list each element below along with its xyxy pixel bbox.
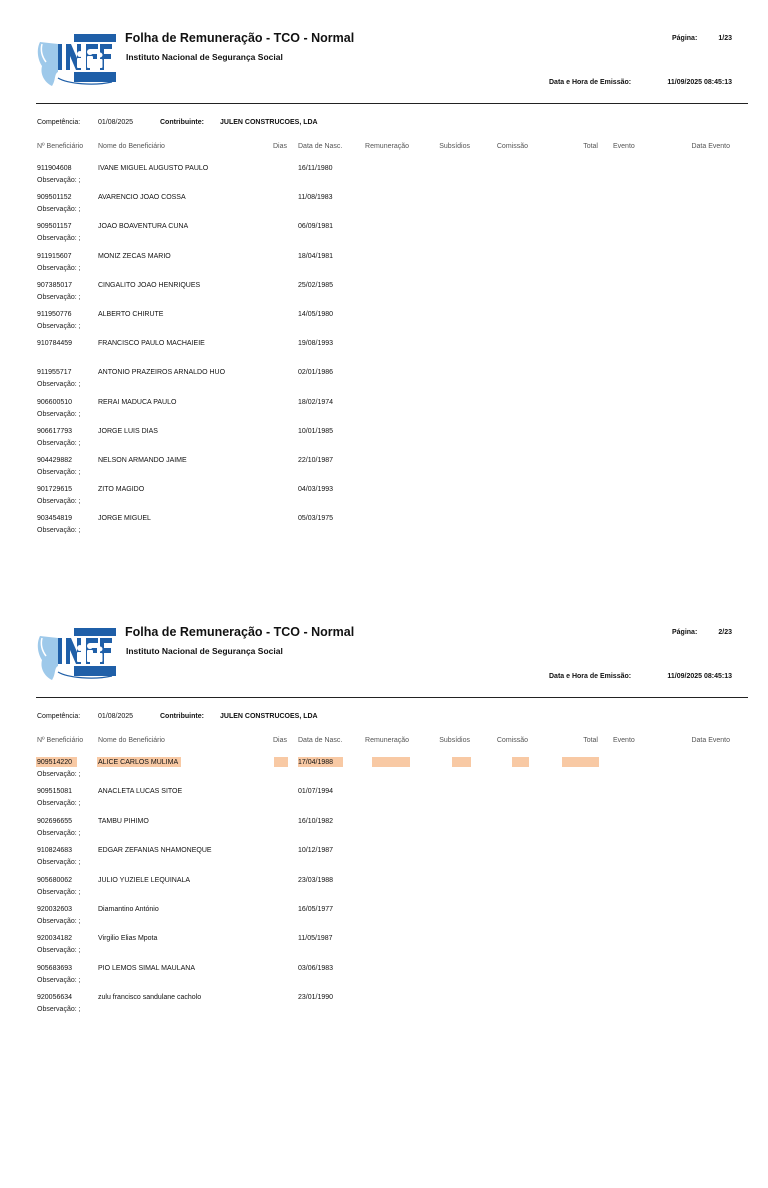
observation-line: Observação: ; <box>37 859 81 866</box>
page-label: Página: <box>672 629 698 636</box>
col-birth-date-cell: 17/04/1988 <box>298 759 334 766</box>
emission-datetime-label: Data e Hora de Emissão: <box>549 79 632 86</box>
col-birth-date-cell: 22/10/1987 <box>298 457 334 464</box>
col-birth-date-cell: 01/07/1994 <box>298 788 334 795</box>
observation-line: Observação: ; <box>37 918 81 925</box>
col-beneficiary-number-cell: 907385017 <box>37 282 73 289</box>
col-beneficiary-name-cell: AVARENCIO JOAO COSSA <box>98 194 186 201</box>
report-title: Folha de Remuneração - TCO - Normal <box>125 31 355 45</box>
col-beneficiary-number-header: Nº Beneficiário <box>37 737 84 744</box>
col-beneficiary-name-cell: IVANE MIGUEL AUGUSTO PAULO <box>98 165 209 172</box>
competence-label: Competência: <box>37 713 81 720</box>
col-beneficiary-name-cell: ANTONIO PRAZEIROS ARNALDO HUO <box>98 369 226 376</box>
selection-highlight <box>512 757 529 767</box>
col-beneficiary-number-cell: 910824683 <box>37 847 73 854</box>
col-birth-date-header: Data de Nasc. <box>298 737 343 744</box>
selection-highlight <box>274 757 288 767</box>
observation-line: Observação: ; <box>37 469 81 476</box>
inss-logo <box>34 32 120 90</box>
col-birth-date-cell: 04/03/1993 <box>298 486 334 493</box>
observation-line: Observação: ; <box>37 771 81 778</box>
col-beneficiary-number-cell: 906617793 <box>37 428 73 435</box>
col-beneficiary-name-cell: ALBERTO CHIRUTE <box>98 311 164 318</box>
col-beneficiary-number-cell: 901729615 <box>37 486 73 493</box>
header-divider <box>36 103 748 104</box>
col-event-header: Evento <box>613 737 635 744</box>
observation-line: Observação: ; <box>37 323 81 330</box>
col-beneficiary-number-cell: 911904608 <box>37 165 72 172</box>
observation-line: Observação: ; <box>37 206 81 213</box>
contributor-label: Contribuinte: <box>160 119 204 126</box>
emission-datetime-label: Data e Hora de Emissão: <box>549 673 632 680</box>
col-birth-date-cell: 19/08/1993 <box>298 340 334 347</box>
report-page-2 <box>0 594 768 1188</box>
col-beneficiary-name-cell: zulu francisco sandulane cacholo <box>98 994 202 1001</box>
observation-line: Observação: ; <box>37 889 81 896</box>
col-beneficiary-number-cell: 920032603 <box>37 906 73 913</box>
col-beneficiary-number-cell: 911915607 <box>37 253 72 260</box>
observation-line: Observação: ; <box>37 830 81 837</box>
contributor-value: JULEN CONSTRUCOES, LDA <box>220 119 318 126</box>
institution-name: Instituto Nacional de Segurança Social <box>126 646 283 656</box>
observation-line: Observação: ; <box>37 411 81 418</box>
col-beneficiary-number-cell: 920056634 <box>37 994 73 1001</box>
selection-highlight <box>562 757 599 767</box>
col-beneficiary-name-cell: FRANCISCO PAULO MACHAIEIE <box>98 340 205 347</box>
col-beneficiary-name-cell: JORGE MIGUEL <box>98 515 151 522</box>
page-number: 1/23 <box>718 35 732 42</box>
col-beneficiary-number-cell: 905683693 <box>37 965 73 972</box>
col-beneficiary-name-cell: TAMBU PIHIMO <box>98 818 149 825</box>
col-birth-date-cell: 18/02/1974 <box>298 399 334 406</box>
col-remuneration-header: Remuneração <box>365 143 409 150</box>
col-birth-date-cell: 10/01/1985 <box>298 428 334 435</box>
col-days-header: Dias <box>272 737 287 744</box>
col-birth-date-cell: 16/10/1982 <box>298 818 334 825</box>
col-beneficiary-name-cell: JOAO BOAVENTURA CUNA <box>98 223 189 230</box>
col-beneficiary-name-header: Nome do Beneficiário <box>98 143 165 150</box>
col-birth-date-cell: 14/05/1980 <box>298 311 334 318</box>
col-beneficiary-name-cell: ALICE CARLOS MULIMA <box>98 759 179 766</box>
col-beneficiary-number-header: Nº Beneficiário <box>37 143 84 150</box>
col-beneficiary-number-cell: 905680062 <box>37 877 73 884</box>
col-beneficiary-number-cell: 909514220 <box>37 759 73 766</box>
col-birth-date-cell: 03/06/1983 <box>298 965 334 972</box>
competence-value: 01/08/2025 <box>98 713 134 720</box>
col-beneficiary-number-cell: 909501152 <box>37 194 72 201</box>
col-birth-date-cell: 16/11/1980 <box>298 165 333 172</box>
col-beneficiary-name-cell: Virgilio Elias Mpota <box>98 935 158 942</box>
col-birth-date-cell: 11/05/1987 <box>298 935 333 942</box>
col-beneficiary-number-cell: 911950776 <box>37 311 72 318</box>
col-subsidies-header: Subsídios <box>439 737 470 744</box>
header-divider <box>36 697 748 698</box>
col-beneficiary-number-cell: 910784459 <box>37 340 73 347</box>
col-beneficiary-number-cell: 911955717 <box>37 369 72 376</box>
col-total-header: Total <box>583 737 598 744</box>
competence-value: 01/08/2025 <box>98 119 134 126</box>
col-birth-date-cell: 05/03/1975 <box>298 515 334 522</box>
col-birth-date-cell: 18/04/1981 <box>298 253 334 260</box>
page-number: 2/23 <box>718 629 732 636</box>
col-beneficiary-name-cell: ZITO MAGIDO <box>98 486 145 493</box>
selection-highlight <box>372 757 410 767</box>
col-event-header: Evento <box>613 143 635 150</box>
col-beneficiary-number-cell: 906600510 <box>37 399 73 406</box>
col-beneficiary-number-cell: 903454819 <box>37 515 73 522</box>
col-event-date-header: Data Evento <box>691 143 730 150</box>
col-days-header: Dias <box>272 143 287 150</box>
col-beneficiary-name-cell: Diamantino António <box>98 906 159 913</box>
col-beneficiary-name-cell: PIO LEMOS SIMAL MAULANA <box>98 965 195 972</box>
emission-datetime-value: 11/09/2025 08:45:13 <box>667 673 732 680</box>
observation-line: Observação: ; <box>37 177 81 184</box>
col-commission-header: Comissão <box>496 737 528 744</box>
col-beneficiary-name-cell: CINGALITO JOAO HENRIQUES <box>98 282 201 289</box>
col-birth-date-cell: 25/02/1985 <box>298 282 334 289</box>
col-birth-date-cell: 23/03/1988 <box>298 877 334 884</box>
col-birth-date-cell: 06/09/1981 <box>298 223 334 230</box>
institution-name: Instituto Nacional de Segurança Social <box>126 52 283 62</box>
report-title: Folha de Remuneração - TCO - Normal <box>125 625 355 639</box>
observation-line: Observação: ; <box>37 265 81 272</box>
col-birth-date-cell: 02/01/1986 <box>298 369 334 376</box>
observation-line: Observação: ; <box>37 235 81 242</box>
competence-label: Competência: <box>37 119 81 126</box>
observation-line: Observação: ; <box>37 440 81 447</box>
emission-datetime-value: 11/09/2025 08:45:13 <box>667 79 732 86</box>
contributor-label: Contribuinte: <box>160 713 204 720</box>
col-birth-date-cell: 11/08/1983 <box>298 194 333 201</box>
observation-line: Observação: ; <box>37 1006 81 1013</box>
observation-line: Observação: ; <box>37 294 81 301</box>
inss-logo <box>34 626 120 684</box>
col-beneficiary-name-header: Nome do Beneficiário <box>98 737 165 744</box>
col-subsidies-header: Subsídios <box>439 143 470 150</box>
selection-highlight <box>452 757 471 767</box>
observation-line: Observação: ; <box>37 527 81 534</box>
col-beneficiary-number-cell: 909501157 <box>37 223 72 230</box>
col-beneficiary-name-cell: EDGAR ZEFANIAS NHAMONEQUE <box>98 847 212 854</box>
col-beneficiary-name-cell: ANACLETA LUCAS SITOE <box>98 788 183 795</box>
col-birth-date-cell: 10/12/1987 <box>298 847 334 854</box>
col-remuneration-header: Remuneração <box>365 737 409 744</box>
col-beneficiary-name-cell: NELSON ARMANDO JAIME <box>98 457 187 464</box>
col-birth-date-cell: 16/05/1977 <box>298 906 334 913</box>
col-beneficiary-number-cell: 902696655 <box>37 818 73 825</box>
col-beneficiary-name-cell: RERAI MADUCA PAULO <box>98 399 177 406</box>
col-beneficiary-number-cell: 904429882 <box>37 457 73 464</box>
col-event-date-header: Data Evento <box>691 737 730 744</box>
col-beneficiary-number-cell: 920034182 <box>37 935 73 942</box>
col-birth-date-header: Data de Nasc. <box>298 143 343 150</box>
col-beneficiary-name-cell: JULIO YUZIELE LEQUINALA <box>98 877 191 884</box>
col-beneficiary-number-cell: 909515081 <box>37 788 73 795</box>
col-commission-header: Comissão <box>496 143 528 150</box>
col-birth-date-cell: 23/01/1990 <box>298 994 334 1001</box>
observation-line: Observação: ; <box>37 800 81 807</box>
observation-line: Observação: ; <box>37 498 81 505</box>
page-label: Página: <box>672 35 698 42</box>
col-beneficiary-name-cell: JORGE LUIS DIAS <box>98 428 158 435</box>
contributor-value: JULEN CONSTRUCOES, LDA <box>220 713 318 720</box>
col-beneficiary-name-cell: MONIZ ZECAS MARIO <box>98 253 171 260</box>
col-total-header: Total <box>583 143 598 150</box>
observation-line: Observação: ; <box>37 947 81 954</box>
observation-line: Observação: ; <box>37 977 81 984</box>
observation-line: Observação: ; <box>37 381 81 388</box>
